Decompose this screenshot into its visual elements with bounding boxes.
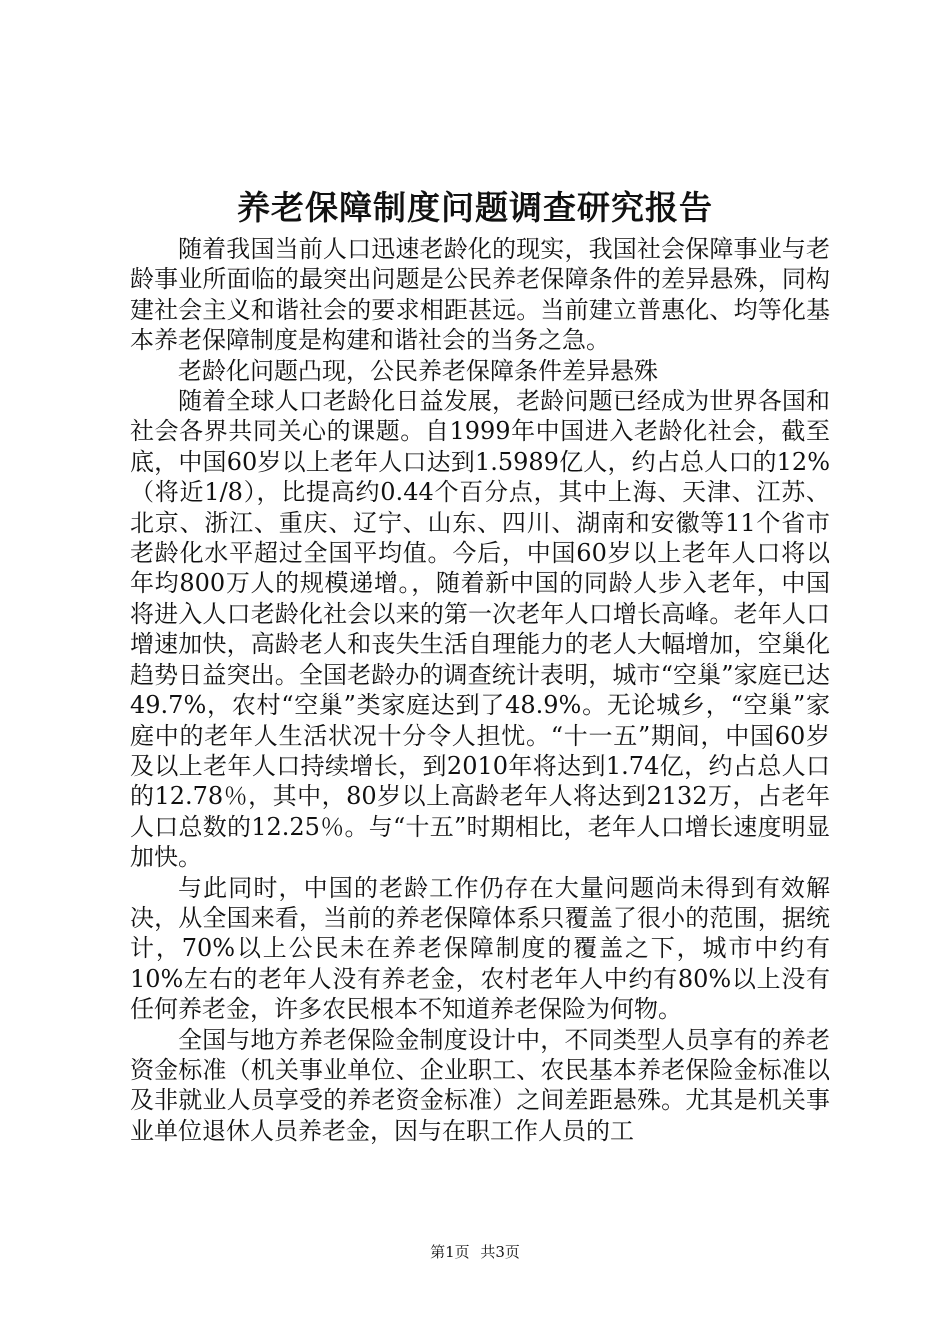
paragraph-aging-stats: 随着全球人口老龄化日益发展，老龄问题已经成为世界各国和社会各界共同关心的课题。自1999年中国进入老龄化社会，截至底，中国60岁以上老年人口达到1.5989亿人，约占总人口的12%（将近1/8），比提高约0.44个百分点，其中上海、天津、江苏、北京、浙江、重庆、辽宁、山东、四川、湖南和安徽等11个省市老龄化水平超过全国平均值。今后，中国60岁以上老年人口将以年均800万人的规模递增。，随着新中国的同龄人步入老年，中国将进入人口老龄化社会以来的第一次老年人口增长高峰。老年人口增速加快，高龄老人和丧失生活自理能力的老人大幅增加，空巢化趋势日益突出。全国老龄办的调查统计表明，城市“空巢”家庭已达49.7%，农村“空巢”类家庭达到了48.9%。无论城乡，“空巢”家庭中的老年人生活状况十分令人担忧。“十一五”期间，中国60岁及以上老年人口持续增长，到2010年将达到1.74亿，约占总人口的12.78％，其中，80岁以上高龄老年人将达到2132万，占老年人口总数的12.25％。与“十五”时期相比，老年人口增长速度明显加快。 <box>130 387 830 872</box>
paragraph-intro: 随着我国当前人口迅速老龄化的现实，我国社会保障事业与老龄事业所面临的最突出问题是公民养老保障条件的差异悬殊，同构建社会主义和谐社会的要求相距甚远。当前建立普惠化、均等化基本养老保障制度是构建和谐社会的当务之急。 <box>130 235 830 355</box>
paragraph-standards: 全国与地方养老保险金制度设计中，不同类型人员享有的养老资金标准（机关事业单位、企业职工、农民基本养老保险金标准以及非就业人员享受的养老资金标准）之间差距悬殊。尤其是机关事业单位退休人员养老金，因与在职工作人员的工 <box>130 1025 830 1145</box>
page-footer <box>0 1242 950 1262</box>
document-body <box>130 234 830 1146</box>
section-heading: 老龄化问题凸现，公民养老保障条件差异悬殊 <box>178 356 658 385</box>
page-number: 第1页 <box>430 1243 470 1261</box>
paragraph-coverage: 与此同时，中国的老龄工作仍存在大量问题尚未得到有效解决，从全国来看，当前的养老保障体系只覆盖了很小的范围，据统计，70%以上公民未在养老保障制度的覆盖之下，城市中约有10%左右的老年人没有养老金，农村老年人中约有80%以上没有任何养老金，许多农民根本不知道养老保险为何物。 <box>130 873 830 1024</box>
page-total: 共3页 <box>480 1243 520 1261</box>
document-title: 养老保障制度问题调查研究报告 <box>237 188 713 227</box>
